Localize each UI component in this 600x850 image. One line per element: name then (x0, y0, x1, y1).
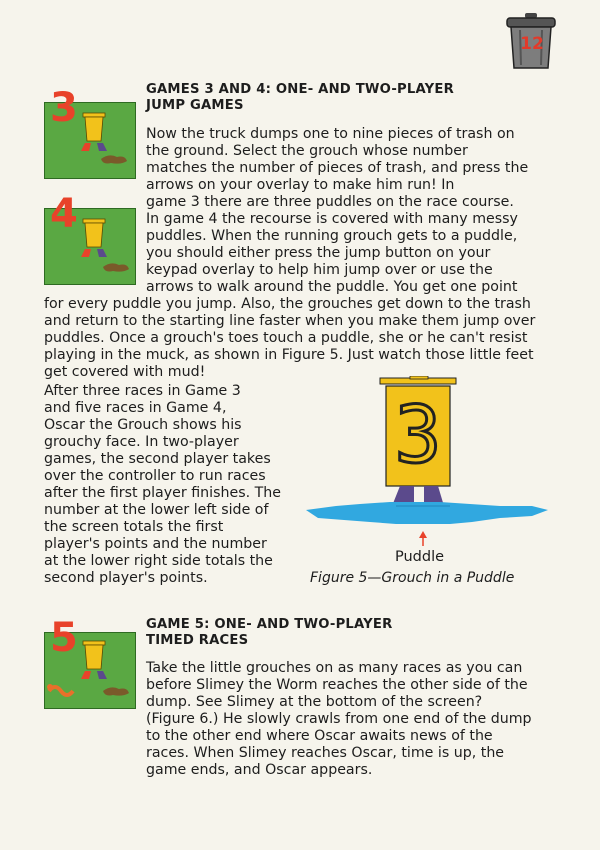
body-line: to the other end where Oscar awaits news of the (146, 728, 493, 744)
body-line: game ends, and Oscar appears. (146, 762, 373, 778)
body-line: Take the little grouches on as many races as you can (146, 660, 523, 676)
body-line: playing in the muck, as shown in Figure 5. Just watch those little feet (44, 347, 534, 363)
body-line: (Figure 6.) He slowly crawls from one end of the dump (146, 711, 532, 727)
body-line: player's points and the number (44, 536, 267, 552)
puddle-label: Puddle (395, 549, 445, 565)
body-line: after the first player finishes. The (44, 485, 281, 501)
body-line: arrows to walk around the puddle. You get one point (146, 279, 518, 295)
figure-5-caption: Figure 5—Grouch in a Puddle (310, 570, 515, 586)
body-line: matches the number of pieces of trash, and press the (146, 160, 529, 176)
body-line: grouchy face. In two-player (44, 434, 239, 450)
body-line: and five races in Game 4, (44, 400, 227, 416)
body-line: games, the second player takes (44, 451, 271, 467)
body-line: get covered with mud! (44, 364, 206, 380)
body-line: In game 4 the recourse is covered with many messy (146, 211, 518, 227)
body-line: keypad overlay to help him jump over or use the (146, 262, 493, 278)
game-5-number: 5 (50, 615, 78, 661)
body-line: you should either press the jump button on your (146, 245, 491, 261)
body-line: puddles. When the running grouch gets to a puddle, (146, 228, 518, 244)
body-line: for every puddle you jump. Also, the grouches get down to the trash (44, 296, 531, 312)
figure-5-illustration (300, 376, 552, 546)
body-line: Now the truck dumps one to nine pieces of trash on (146, 126, 515, 142)
body-line: over the controller to run races (44, 468, 266, 484)
body-line: the screen totals the first (44, 519, 224, 535)
section-heading-game-5 (146, 617, 393, 649)
body-line: the ground. Select the grouch whose number (146, 143, 468, 159)
body-line: at the lower right side totals the (44, 553, 273, 569)
body-line: number at the lower left side of (44, 502, 269, 518)
can-number: 3 (394, 391, 442, 481)
heading-line: JUMP GAMES (146, 98, 244, 113)
page-number-trashcan (503, 12, 559, 70)
body-line: game 3 there are three puddles on the race course. (146, 194, 514, 210)
body-line: second player's points. (44, 570, 208, 586)
section-heading-games-3-4 (146, 82, 454, 114)
body-line: Oscar the Grouch shows his (44, 417, 242, 433)
page-number: 12 (520, 34, 544, 54)
game-4-number: 4 (50, 191, 78, 237)
game-3-number: 3 (50, 85, 78, 131)
body-line: before Slimey the Worm reaches the other side of the (146, 677, 528, 693)
body-line: puddles. Once a grouch's toes touch a puddle, she or he can't resist (44, 330, 528, 346)
heading-line: TIMED RACES (146, 633, 249, 648)
body-line: and return to the starting line faster when you make them jump over (44, 313, 536, 329)
body-line: arrows on your overlay to make him run! In (146, 177, 455, 193)
body-line: dump. See Slimey at the bottom of the screen? (146, 694, 483, 710)
heading-line: GAMES 3 AND 4: ONE- AND TWO-PLAYER (146, 82, 454, 97)
heading-line: GAME 5: ONE- AND TWO-PLAYER (146, 617, 393, 632)
body-line: races. When Slimey reaches Oscar, time is up, the (146, 745, 505, 761)
body-line: After three races in Game 3 (44, 383, 241, 399)
